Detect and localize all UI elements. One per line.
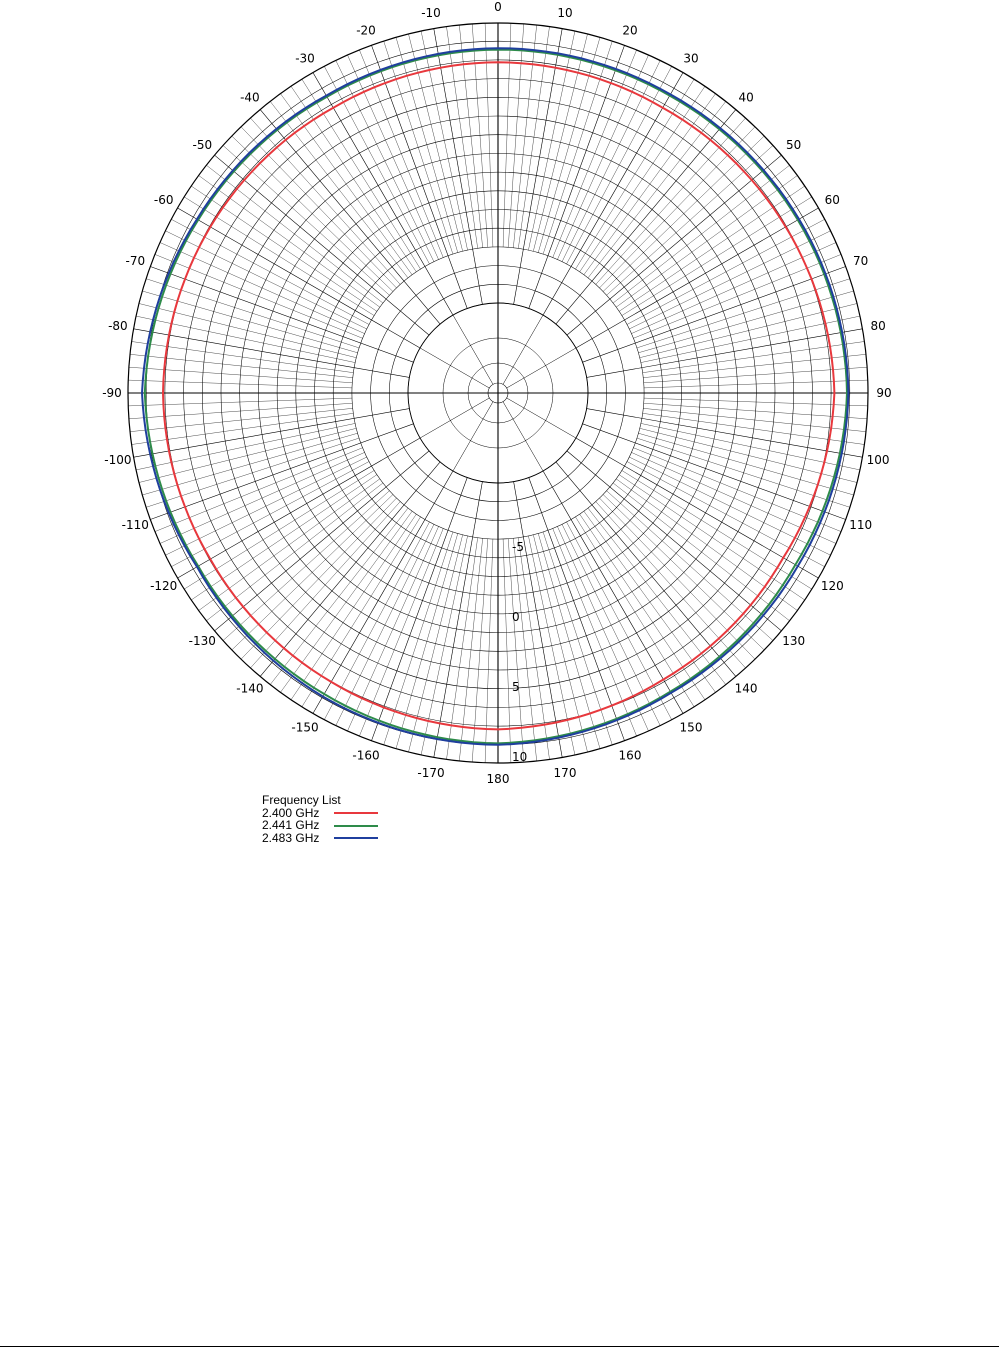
- hub-spoke: [503, 402, 543, 471]
- legend-title: Frequency List: [262, 793, 341, 807]
- angle-label: -70: [125, 254, 146, 268]
- grid-spoke: [514, 29, 563, 305]
- angle-label: -110: [121, 518, 149, 532]
- angle-label: 110: [849, 518, 873, 532]
- grid-spoke: [291, 514, 416, 700]
- radial-label: 5: [512, 680, 520, 694]
- grid-spoke: [587, 329, 863, 378]
- grid-spoke: [557, 526, 648, 731]
- legend-item-label: 2.483 GHz: [262, 830, 320, 845]
- grid-spoke: [155, 254, 363, 338]
- angle-label: 120: [820, 579, 844, 593]
- grid-spoke: [616, 479, 797, 611]
- grid-spoke: [178, 208, 421, 348]
- angle-label: 10: [557, 5, 573, 20]
- grid-spoke: [588, 508, 726, 685]
- grid-spoke: [191, 475, 377, 600]
- legend-swatch: [334, 812, 378, 814]
- angle-label: 130: [782, 634, 806, 649]
- grid-spoke: [557, 55, 648, 260]
- angle-label: -100: [104, 453, 132, 467]
- grid-spoke: [313, 471, 453, 714]
- angle-label: 50: [786, 137, 802, 152]
- legend-item-label: 2.441 GHz: [262, 818, 320, 833]
- grid-spoke: [576, 438, 819, 578]
- angle-label: 180: [486, 772, 510, 786]
- grid-spoke: [553, 528, 637, 736]
- grid-spoke: [165, 457, 366, 555]
- angle-label: 100: [866, 453, 890, 467]
- grid-spoke: [434, 482, 483, 758]
- angle-label: 70: [853, 254, 869, 268]
- grid-spoke: [562, 60, 660, 261]
- grid-spoke: [633, 448, 841, 532]
- grid-spoke: [336, 524, 434, 725]
- grid-spoke: [260, 462, 440, 677]
- grid-spoke: [155, 448, 363, 532]
- grid-spoke: [513, 25, 536, 248]
- grid-spoke: [631, 243, 836, 334]
- grid-spoke: [543, 471, 683, 714]
- angle-label: -140: [236, 681, 264, 696]
- grid-spoke: [160, 452, 365, 543]
- legend-swatch: [334, 825, 378, 827]
- grid-spoke: [553, 50, 637, 258]
- grid-spoke: [459, 25, 482, 248]
- grid-spoke: [613, 483, 790, 621]
- grid-spoke: [538, 533, 600, 748]
- angle-label: 40: [738, 90, 754, 105]
- grid-spoke: [588, 101, 726, 278]
- grid-spoke: [215, 451, 430, 631]
- grid-spoke: [313, 73, 453, 316]
- grid-spoke: [616, 176, 797, 308]
- grid-spoke: [191, 186, 377, 311]
- grid-spoke: [638, 433, 853, 495]
- grid-spoke: [518, 27, 549, 249]
- radial-labels: [512, 540, 527, 764]
- grid-spoke: [178, 438, 421, 578]
- grid-spoke: [134, 409, 410, 458]
- grid-spoke: [619, 186, 805, 311]
- grid-spoke: [359, 528, 443, 736]
- legend-swatch: [334, 837, 378, 839]
- angle-label: 20: [622, 23, 638, 38]
- grid-spoke: [631, 452, 836, 543]
- grid-spoke: [567, 451, 782, 631]
- angle-label: -80: [108, 319, 128, 333]
- grid-spoke: [134, 329, 410, 378]
- angle-label: -20: [356, 23, 376, 38]
- grid-spoke: [575, 517, 694, 707]
- angle-label: -50: [192, 137, 213, 152]
- grid-spoke: [613, 165, 790, 303]
- legend: [262, 794, 378, 845]
- grid-spoke: [206, 165, 383, 303]
- grid-spoke: [567, 155, 782, 335]
- grid-spoke: [160, 243, 365, 334]
- angle-label: -60: [153, 193, 174, 207]
- hub-spoke: [503, 315, 543, 384]
- grid-spoke: [447, 27, 478, 249]
- grid-spoke: [580, 514, 705, 700]
- legend-item-label: 2.400 GHz: [262, 805, 320, 820]
- grid-spoke: [142, 291, 357, 353]
- angle-label: 30: [683, 51, 699, 66]
- angle-label: -90: [102, 386, 122, 400]
- angle-label: -10: [421, 5, 441, 20]
- angle-label: -130: [188, 634, 216, 649]
- hub-spoke: [507, 348, 576, 388]
- grid-spoke: [622, 197, 812, 316]
- grid-spoke: [584, 94, 716, 275]
- angle-label: 150: [679, 720, 703, 735]
- radial-label: -5: [512, 540, 524, 554]
- radial-label: 10: [512, 750, 528, 764]
- grid-spoke: [199, 176, 380, 308]
- grid-spoke: [206, 483, 383, 621]
- grid-spoke: [584, 511, 716, 692]
- grid-spoke: [638, 291, 853, 353]
- grid-spoke: [562, 524, 660, 725]
- page-bottom-rule: [0, 1346, 999, 1347]
- angle-label: 170: [553, 766, 577, 781]
- series-line: [163, 62, 834, 729]
- grid-spoke: [434, 29, 483, 305]
- grid-spoke: [619, 475, 805, 600]
- angle-label: 90: [876, 386, 892, 400]
- hub-spoke: [507, 398, 576, 438]
- angle-label: 140: [734, 681, 758, 696]
- grid-spoke: [556, 462, 736, 677]
- grid-spoke: [199, 479, 380, 611]
- angle-label: -40: [240, 90, 260, 105]
- grid-spoke: [281, 511, 413, 692]
- grid-spoke: [165, 231, 366, 329]
- legend-item: [262, 832, 378, 845]
- hub-spoke: [453, 402, 493, 471]
- angle-label: -120: [150, 579, 178, 593]
- grid-spoke: [291, 86, 416, 272]
- grid-spoke: [514, 482, 563, 758]
- angle-label: 80: [870, 319, 886, 333]
- grid-spoke: [396, 533, 458, 748]
- grid-spoke: [270, 508, 408, 685]
- grid-spoke: [629, 231, 830, 329]
- grid-spoke: [260, 110, 440, 325]
- angle-label: -170: [417, 766, 445, 781]
- grid-spoke: [543, 73, 683, 316]
- angle-label: 160: [618, 748, 642, 763]
- grid-spoke: [575, 79, 694, 269]
- angle-label: -160: [352, 748, 380, 763]
- hub-spoke: [453, 315, 493, 384]
- grid-spoke: [348, 526, 439, 731]
- grid-spoke: [587, 409, 863, 458]
- grid-spoke: [302, 517, 421, 707]
- angle-label: -30: [295, 51, 315, 66]
- grid-spoke: [184, 470, 374, 589]
- grid-spoke: [629, 457, 830, 555]
- grid-spoke: [270, 101, 408, 278]
- grid-spoke: [359, 50, 443, 258]
- grid-spoke: [622, 470, 812, 589]
- angle-label: 60: [824, 193, 840, 207]
- grid-spoke: [580, 86, 705, 272]
- angle-label: 0: [494, 0, 502, 14]
- angle-label: -150: [291, 720, 319, 735]
- hub-spoke: [420, 348, 489, 388]
- grid-spoke: [142, 433, 357, 495]
- grid-spoke: [184, 197, 374, 316]
- grid-spoke: [348, 55, 439, 260]
- grid-spoke: [556, 110, 736, 325]
- grid-spoke: [215, 155, 430, 335]
- polar-grid: [128, 23, 868, 763]
- grid-spoke: [281, 94, 413, 275]
- radial-label: 0: [512, 610, 520, 624]
- grid-spoke: [633, 254, 841, 338]
- grid-spoke: [336, 60, 434, 261]
- grid-spoke: [576, 208, 819, 348]
- hub-spoke: [420, 398, 489, 438]
- grid-spoke: [302, 79, 421, 269]
